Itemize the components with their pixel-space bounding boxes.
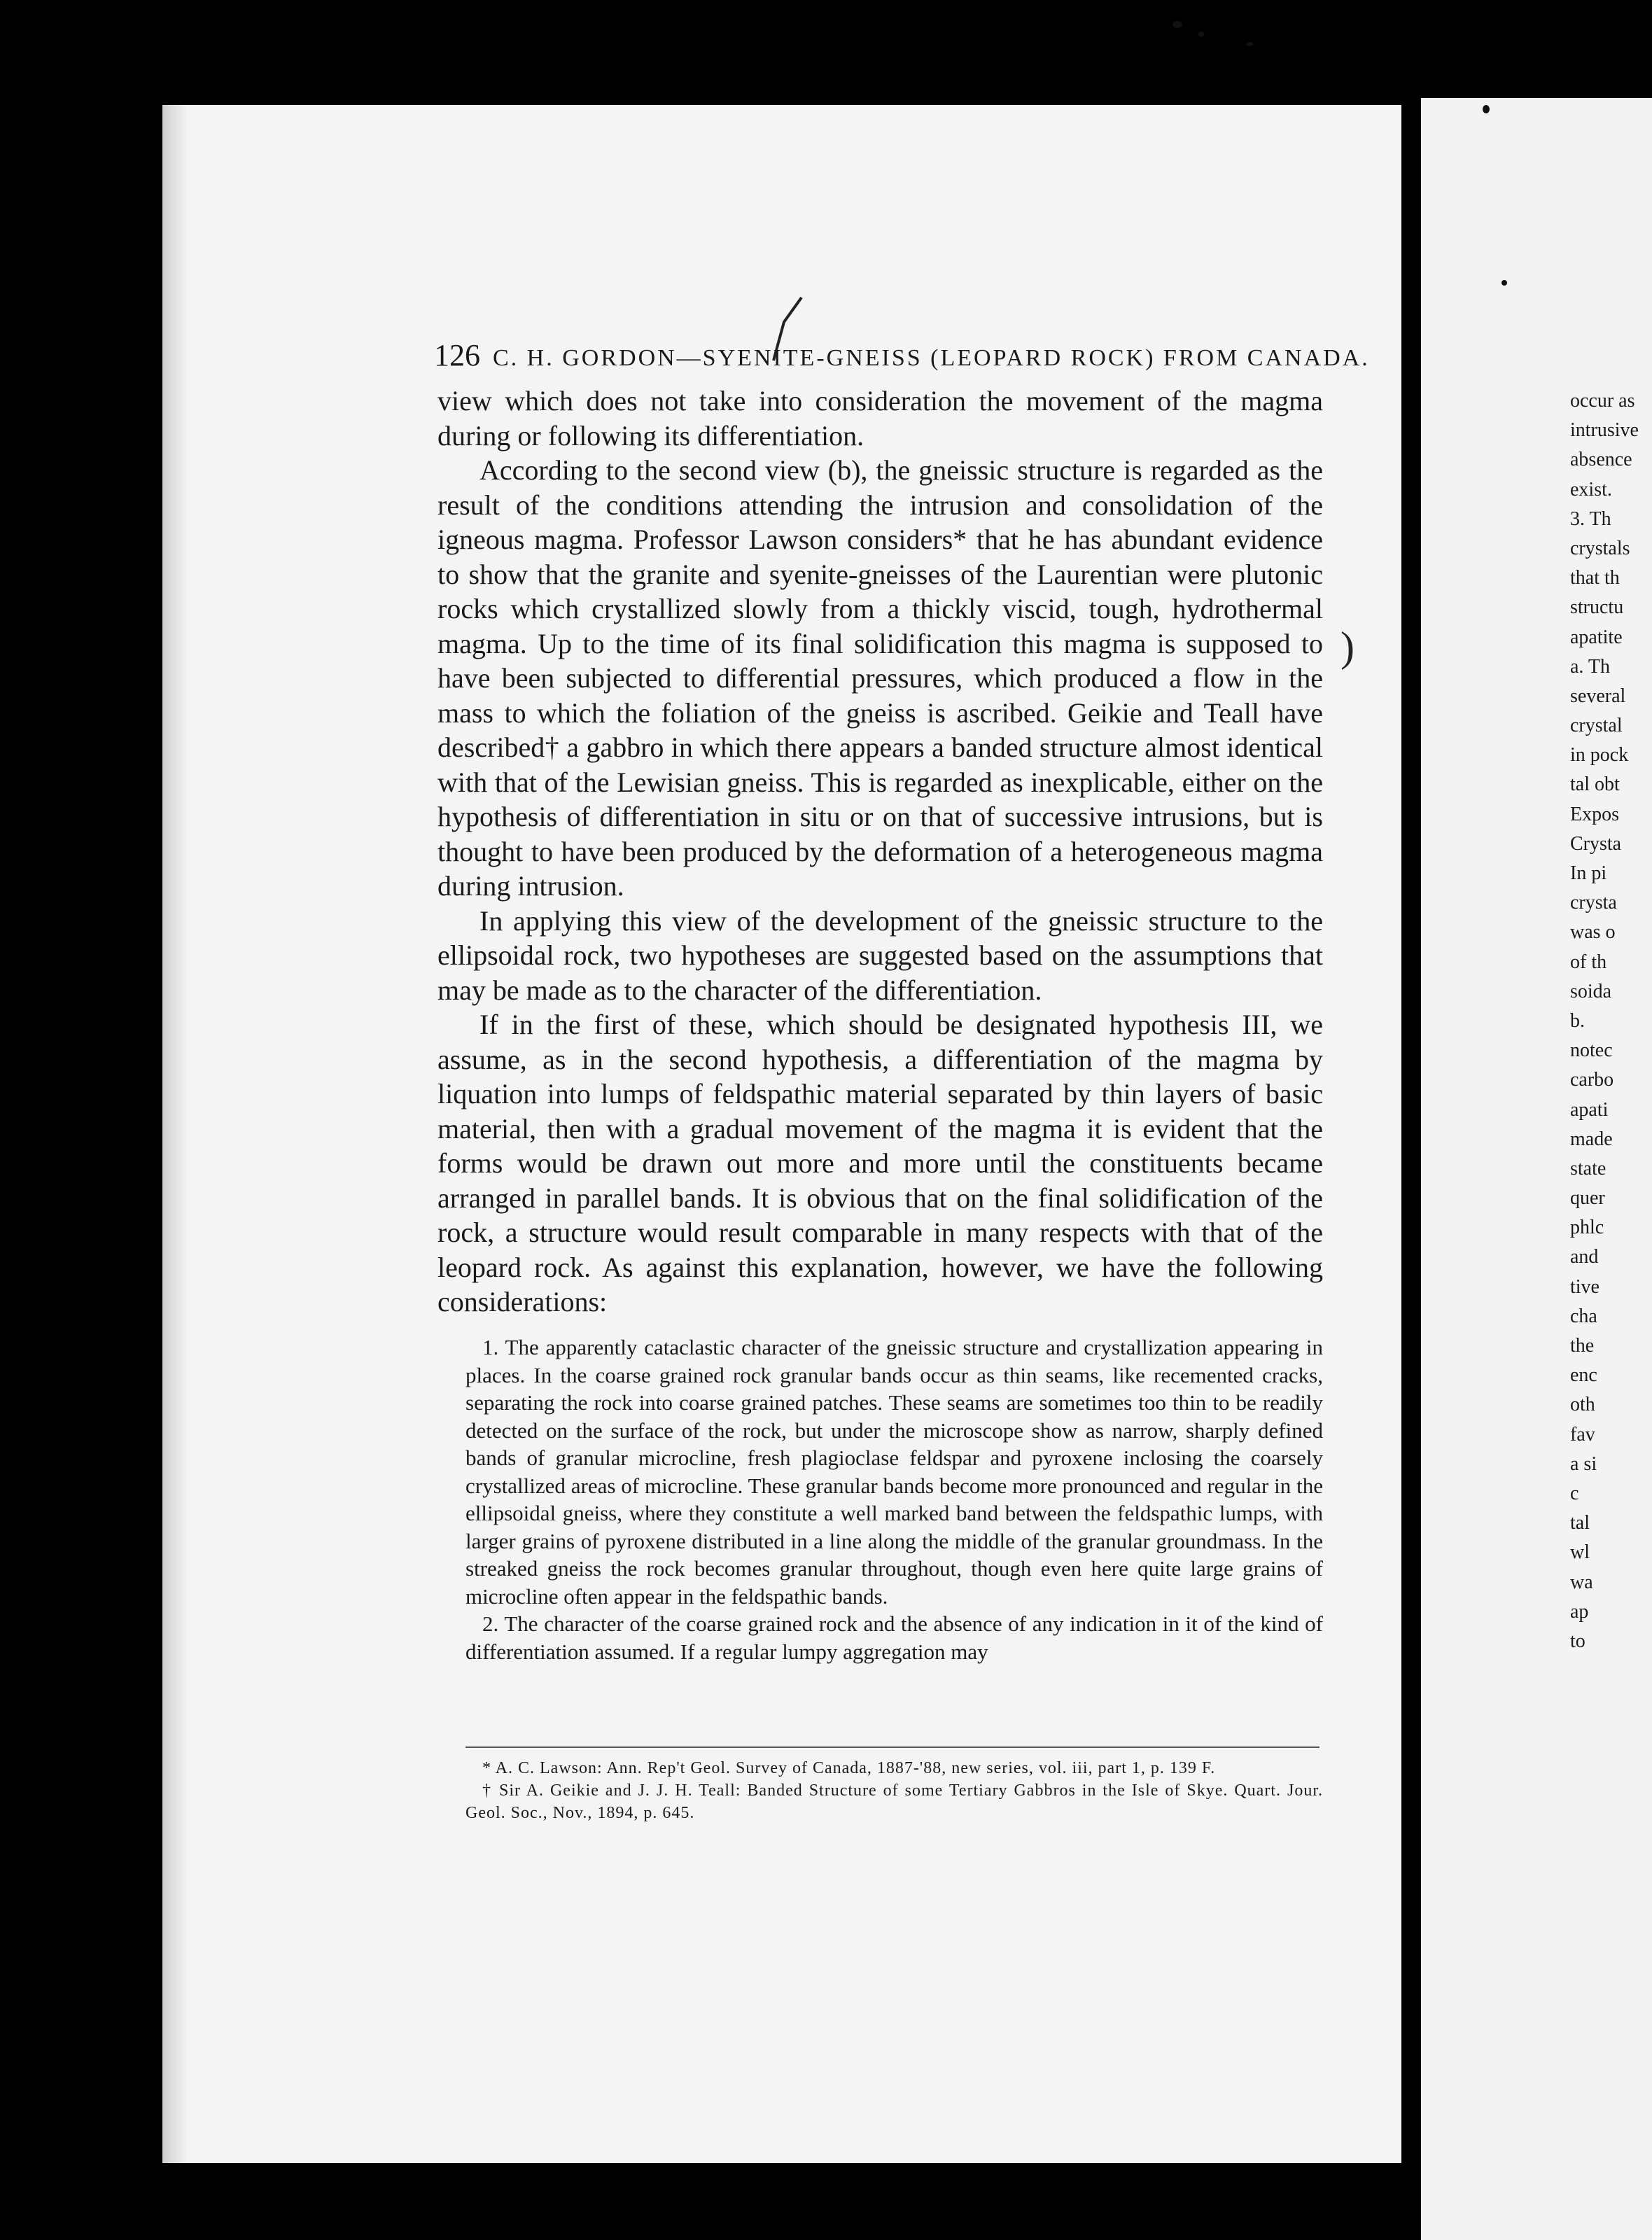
- running-header: [434, 337, 1370, 373]
- right-page-line: tive: [1570, 1275, 1600, 1298]
- right-page-line: and: [1570, 1246, 1599, 1268]
- right-page-line: tal: [1570, 1512, 1590, 1534]
- right-page-line: notec: [1570, 1040, 1613, 1062]
- right-page-line: crysta: [1570, 892, 1617, 914]
- right-page-line: crystals: [1570, 537, 1630, 559]
- paragraph: If in the first of these, which should be designated hypothesis III, we assume, as in the second hypothesis, a differentiation of the magma by liquation into lumps of feldspathic material separated by thin layers of basic material, then with a gradual movement of the magma it is evident that the forms would be drawn out more and more until the constituents became arranged in parallel bands. It is obvious that on the final solidification of the rock, a structure would result comparable in many respects with that of the leopard rock. As against this explanation, however, we have the following considerations:: [438, 1009, 1323, 1317]
- right-page-line: apati: [1570, 1098, 1609, 1121]
- running-title: C. H. GORDON—SYENITE-GNEISS (LEOPARD ROCK) FROM CANADA.: [493, 345, 1370, 371]
- consideration-item: 2. The character of the coarse grained rock and the absence of any indication in it of the kind of differentiation assumed. If a regular lumpy aggregation may: [465, 1611, 1323, 1664]
- footnote: * A. C. Lawson: Ann. Rep't Geol. Survey of Canada, 1887-'88, new series, vol. iii, part 1, p. 139 F.: [482, 1759, 1216, 1777]
- right-page-line: was o: [1570, 921, 1616, 944]
- right-page-line: 3. Th: [1570, 507, 1611, 530]
- right-page-line: absence: [1570, 449, 1632, 471]
- right-page-line: apatite: [1570, 626, 1623, 648]
- footnote-divider: [465, 1746, 1320, 1748]
- right-page-line: oth: [1570, 1394, 1595, 1416]
- footnote: † Sir A. Geikie and J. J. H. Teall: Banded Structure of some Tertiary Gabbros in the Isle of Skye. Quart. Jour. Geol. Soc., Nov., 1894, p. 645.: [465, 1782, 1323, 1822]
- right-page-line: a si: [1570, 1452, 1597, 1475]
- right-page-line: exist.: [1570, 478, 1612, 500]
- right-page-line: state: [1570, 1157, 1606, 1180]
- scan-speck: [1502, 280, 1507, 286]
- right-page-line: wl: [1570, 1541, 1590, 1564]
- main-text: [438, 384, 1323, 1320]
- right-page-line: In pi: [1570, 862, 1607, 884]
- right-page-line: ap: [1570, 1600, 1589, 1623]
- right-page-line: intrusive: [1570, 419, 1639, 442]
- right-page-line: occur as: [1570, 390, 1635, 412]
- scan-speck: [1172, 21, 1182, 28]
- right-page-line: wa: [1570, 1571, 1593, 1593]
- page-edge-shadow: [162, 105, 188, 2163]
- right-page-line: crystal: [1570, 715, 1623, 737]
- right-page-line: that th: [1570, 567, 1620, 589]
- scan-speck: [1483, 105, 1490, 113]
- right-page-line: of th: [1570, 951, 1607, 973]
- consideration-item: 1. The apparently cataclastic character of the gneissic structure and crystallization appearing in places. In the coarse grained rock granular bands occur as thin seams, like recemented cracks, separating the rock into coarse grained patches. These seams are sometimes too thin to be readily detected on the surface of the rock, but under the microscope show as narrow, sharply defined bands of granular microcline, fresh plagioclase feldspar and pyroxene inclosing the coarsely crystallized areas of microcline. These granular bands become more pronounced and regular in the ellipsoidal gneiss, where they constitute a well marked band between the feldspathic lumps, with larger grains of pyroxene distributed in a line along the middle of the granular groundmass. In the streaked gneiss the rock becomes granular throughout, though even here quite large grains of microcline often appear in the feldspathic bands.: [465, 1335, 1323, 1609]
- right-page-line: carbo: [1570, 1069, 1614, 1091]
- paragraph: In applying this view of the development of the gneissic structure to the ellipsoidal rock, two hypotheses are suggested based on the assumptions that may be made as to the character of the differentiation.: [438, 904, 1323, 1006]
- right-page-line: b.: [1570, 1009, 1585, 1032]
- right-page-line: a. Th: [1570, 655, 1611, 678]
- scan-speck: [1198, 31, 1204, 37]
- right-page-line: structu: [1570, 596, 1624, 619]
- right-page-line: several: [1570, 685, 1626, 707]
- right-page-line: cha: [1570, 1305, 1597, 1327]
- right-page-text: [1570, 386, 1652, 1656]
- pencil-margin-mark: ): [1340, 624, 1354, 670]
- footnotes: [465, 1757, 1323, 1824]
- page-number: 126: [434, 338, 480, 372]
- paragraph: view which does not take into consideration the movement of the magma during or following its differentiation.: [438, 385, 1323, 451]
- right-page-line: the: [1570, 1335, 1595, 1357]
- right-page-line: c: [1570, 1482, 1579, 1504]
- right-page-line: Crysta: [1570, 832, 1622, 855]
- right-page-line: quer: [1570, 1187, 1605, 1210]
- scan-speck: [1246, 42, 1253, 46]
- right-page-line: soida: [1570, 980, 1612, 1002]
- right-page-line: phlc: [1570, 1217, 1604, 1239]
- right-page-line: tal obt: [1570, 774, 1620, 796]
- right-page-line: Expos: [1570, 803, 1619, 825]
- right-page-line: made: [1570, 1128, 1613, 1150]
- considerations-list: [465, 1334, 1323, 1665]
- right-page-line: fav: [1570, 1423, 1595, 1446]
- right-page-line: enc: [1570, 1364, 1597, 1387]
- right-page-line: in pock: [1570, 744, 1629, 766]
- right-page-line: to: [1570, 1630, 1586, 1652]
- paragraph: According to the second view (b), the gneissic structure is regarded as the result of the conditions attending the intrusion and consolidation of the igneous magma. Professor Lawson considers* that he has abundant evidence to show that the granite and syenite-gneisses of the Laurentian were plutonic rocks which crystallized slowly from a thickly viscid, tough, hydrothermal magma. Up to the time of its final solidification this magma is supposed to have been subjected to differential pressures, which produced a flow in the mass to which the foliation of the gneiss is ascribed. Geikie and Teall have described† a gabbro in which there appears a banded structure almost identical with that of the Lewisian gneiss. This is regarded as inexplicable, either on the hypothesis of differentiation in situ or on that of successive intrusions, but is thought to have been produced by the deformation of a heterogeneous magma during intrusion.: [438, 454, 1323, 902]
